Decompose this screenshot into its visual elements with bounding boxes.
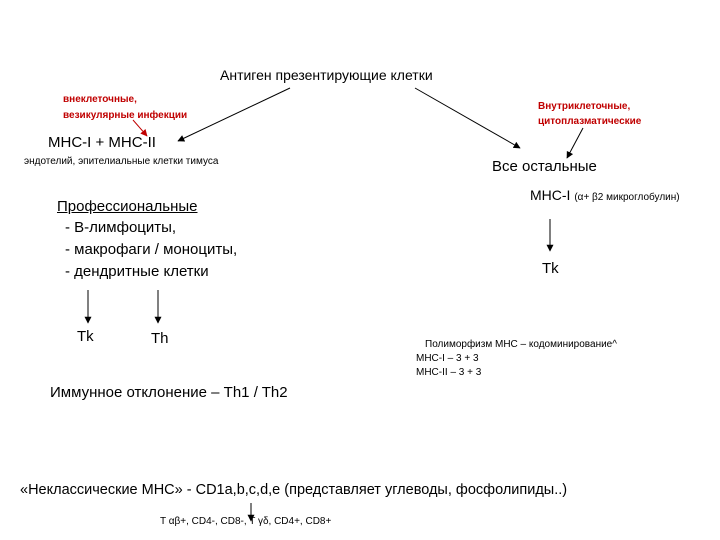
mhc-i-ii-label: MHC-I + MHC-II bbox=[48, 134, 156, 151]
arrow-to-all-others bbox=[415, 88, 520, 148]
arrow-note-right bbox=[567, 128, 583, 158]
note-intracellular-line2: цитоплазматические bbox=[538, 116, 642, 127]
mhc-i-text: MHC-I bbox=[530, 187, 571, 203]
note-extracellular-line2: везикулярные инфекции bbox=[63, 110, 188, 121]
t-cell-subtypes-label: T αβ+, CD4-, CD8-, T γδ, CD4+, CD8+ bbox=[160, 516, 332, 527]
polymorphism-label: Полиморфизм MHC – кодоминирование^ bbox=[425, 339, 617, 350]
mhc-i-detail: (α+ β2 микроглобулин) bbox=[574, 192, 680, 203]
note-extracellular-line1: внеклеточные, bbox=[63, 94, 137, 105]
nonclassical-mhc-label: «Неклассические MHC» - CD1a,b,c,d,e (представляет углеводы, фосфолипиды..) bbox=[20, 482, 568, 498]
arrow-to-mhc-i-ii bbox=[178, 88, 290, 141]
list-item-b-lymphocytes: - В-лимфоциты, bbox=[65, 219, 177, 236]
note-intracellular-line1: Внутриклеточные, bbox=[538, 101, 631, 112]
mhc-i-right-label bbox=[530, 187, 680, 204]
cells-endothelium-label: эндотелий, эпителиальные клетки тимуса bbox=[24, 156, 219, 167]
mhc1-count-label: MHC-I – 3 + 3 bbox=[416, 353, 479, 364]
mhc2-count-label: MHC-II – 3 + 3 bbox=[416, 367, 482, 378]
professional-heading: Профессиональные bbox=[57, 198, 198, 215]
immune-deviation-label: Иммунное отклонение – Th1 / Th2 bbox=[50, 384, 288, 401]
th-label: Th bbox=[151, 330, 169, 347]
all-others-label: Все остальные bbox=[492, 158, 597, 175]
tk-right-label: Tk bbox=[542, 260, 559, 277]
tk-left-label: Tk bbox=[77, 328, 94, 345]
list-item-macrophages: - макрофаги / моноциты, bbox=[65, 241, 238, 258]
diagram-title: Антиген презентирующие клетки bbox=[220, 67, 433, 83]
list-item-dendritic: - дендритные клетки bbox=[65, 263, 209, 280]
